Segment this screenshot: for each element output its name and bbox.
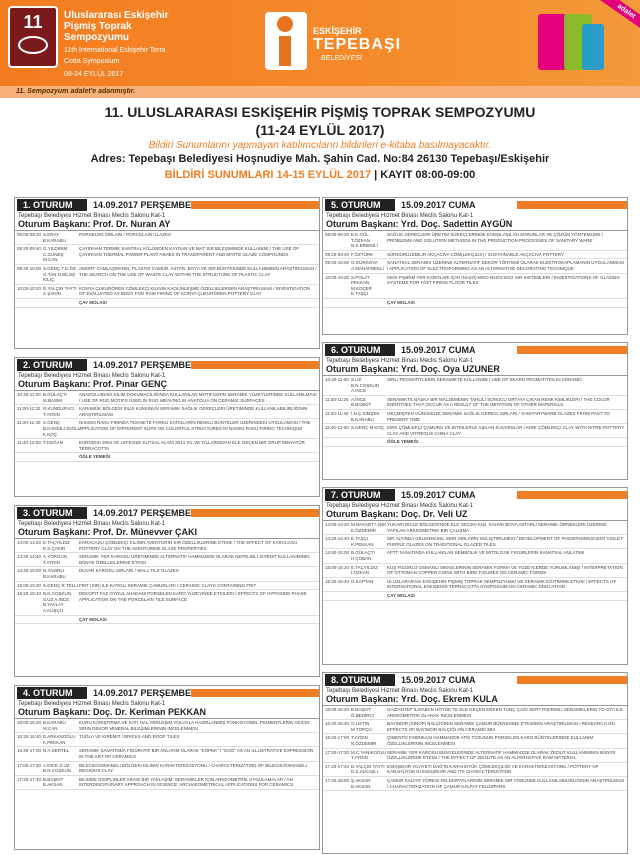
paper-time: 11:40-12:00 xyxy=(325,425,349,431)
paper-row xyxy=(15,719,319,733)
paper-title: GAZIANTEP İLISABAN HÖYÜK TE ELE GEÇEN ERKEN TUNÇ ÇAĞI SERT PIŞIRIMLI SERAMIKLERIN TG-DTA ILE ARKEOMETRIK OLARAK INCELENMESI xyxy=(387,707,623,718)
paper-time: 09:00-09:20 xyxy=(17,232,42,237)
session-accent-bar xyxy=(191,201,319,209)
session-venue: Tepebaşı Belediyesi Hizmet Binası Meclis Salonu Kat-1 xyxy=(18,701,166,707)
paper-time: 09:40-10:00 xyxy=(325,260,350,266)
paper-row xyxy=(323,376,627,396)
session-chair: Oturum Başkanı: Prof. Pınar GENÇ xyxy=(15,379,319,391)
symposium-logo xyxy=(8,6,58,68)
paper-time: 14:40-15:00 xyxy=(17,568,42,574)
session-venue: Tepebaşı Belediyesi Hizmet Binası Meclis Salonu Kat-1 xyxy=(326,503,474,509)
session-accent-bar xyxy=(517,676,627,684)
belediye-name: TEPEBAŞI xyxy=(313,36,402,53)
paper-time: 16:00-16:20 xyxy=(17,720,42,725)
belediye-label: BELEDİYESİ xyxy=(321,55,362,62)
session-block xyxy=(14,357,320,497)
paper-row xyxy=(15,439,319,453)
paper-title: ÇAY MOLASI xyxy=(79,299,107,305)
paper-title: SAĞLIK GEREÇLERI ÜRETIM SÜREÇLERINDE KARŞILAŞILAN SORUNLAR VE ÇÖZÜM YÖNTEMLERI / PROBLEMS AND SOLUTION METHODS IN THE PRODUCTION PROCESSES OF SANITARY WARE xyxy=(387,232,603,243)
session-date: 14.09.2017 PERŞEMBE xyxy=(93,360,192,370)
paper-authors: B.BAŞKIT Ö.BEDİRCİ xyxy=(351,707,375,718)
paper-time: 15:20-15:40 xyxy=(17,591,42,597)
paper-authors: S.ERAY B.KARABU xyxy=(43,232,66,243)
paper-time: 15:00-15:20 xyxy=(325,564,350,570)
session-chair: Oturum Başkanı: Prof. Dr. Münevver ÇAKI xyxy=(15,527,319,539)
paper-authors: S.GENÇ M.KOÇ xyxy=(351,425,385,431)
event-name: Uluslararası Eskişehir Pişmiş Toprak Sempozyumu xyxy=(64,10,169,43)
paper-time: 09:20-09:40 xyxy=(17,246,42,252)
paper-row xyxy=(323,777,627,791)
paper-time: 09:00-09:20 xyxy=(325,232,350,237)
paper-title: EURODISI 2004 VE LEFKOŞE KUTSAL ALANI 2014 YIL VE YILLARINDAN ELE GEÇEN BIR GRUP MINYATÜR TERRACOTTA xyxy=(79,440,305,451)
paper-row xyxy=(15,582,319,591)
logo-badge: 11 xyxy=(23,12,43,32)
paper-time xyxy=(17,617,43,623)
paper-row xyxy=(323,734,627,748)
session-date: 14.09.2017 PERŞEMBE xyxy=(93,688,192,698)
paper-time: 11:40-12:00 xyxy=(17,440,41,446)
main-title-dates: (11-24 EYLÜL 2017) xyxy=(255,122,385,138)
paper-authors: S.GENÇ R.TELLİ xyxy=(43,582,79,588)
session-block xyxy=(14,505,320,677)
paper-time: 17:20-17:40 xyxy=(325,763,350,769)
tepebasi-belediyesi-logo xyxy=(265,12,402,72)
paper-authors: B.GÜLAÇTI M.BASIM xyxy=(43,392,67,403)
paper-time: 14:20-14:40 xyxy=(325,536,350,542)
paper-title: DEKOPIT FAZ OYGUL AHADANI PORSELEN KARO YÜZEYINDE ETKILERI / EFFECTS OF HYPOSIDE PHASE APPLICATION ON THE PORCELAIN TILE SURFACE xyxy=(79,591,307,602)
paper-authors: O.KAPTAN xyxy=(351,578,374,584)
paper-authors: E.TAÇYILDIZ İ.ÖZKAN xyxy=(351,564,378,576)
session-date: 14.09.2017 PERŞEMBE xyxy=(93,200,192,210)
paper-authors xyxy=(351,593,387,599)
paper-authors: S.GENÇ B.KANDİLCİOĞLU K.KOÇ xyxy=(43,420,81,437)
paper-time xyxy=(325,593,351,599)
paper-title: SERAMIK SANATINDA FIGÜRATIF BIR ANLATIM OLARAK "KÖPEK" / "DOG" AS AN ILLUSTRATIVE EXPRESSION IN THE ART OF CERAMICS xyxy=(79,748,314,759)
session-badge: 3. OTURUM xyxy=(17,507,87,519)
paper-title: KARAMÜK BÖLGESI SILIS KUMUNUN SERAMIK SAĞLIK GEREÇLERI ÜRETIMINDE KULLANILABILIRLIĞININ ARAŞTIRILMASI xyxy=(79,406,308,417)
paper-row xyxy=(15,405,319,419)
session-venue: Tepebaşı Belediyesi Hizmet Binası Meclis Salonu Kat-1 xyxy=(326,688,474,694)
session-header xyxy=(323,673,627,687)
paper-title: SERAMIK YER KAROSU BÜNYELERINDE ALTERNATIF HAMMADDE OLARAK ZEOLIT KULLANIMININ BÜNYE ÖZELLIKLERINE ETKISI / THE EFFECT OF ZEOLITE AS AN ALTERNATIVE RAW MATERIAL xyxy=(387,749,616,761)
paper-authors: İ.N.Ç.SİMŞEK B.KARABU xyxy=(351,410,380,422)
session-date: 15.09.2017 CUMA xyxy=(401,345,476,355)
paper-row xyxy=(15,553,319,567)
paper-row xyxy=(323,274,627,299)
session-venue: Tepebaşı Belediyesi Hizmet Binası Meclis Salonu Kat-1 xyxy=(326,213,474,219)
paper-authors xyxy=(43,300,79,306)
session-block xyxy=(322,672,628,854)
paper-row xyxy=(323,410,627,424)
paper-title: YUKARI DICLE BÖLGESI'NDE ELE GEÇEN KIŞI, KAHVE BOYA ASTARLI SERAMIK ÖRNEKLERI ÜZERINE YAPILAN ARKEOMETRIK BIR ÇALIŞMA xyxy=(387,522,607,533)
paper-authors: O.GÜRSOVA A.MANAFBEKLİ xyxy=(351,260,384,271)
event-dates: 09-24 EYLÜL 2017 xyxy=(64,71,124,78)
paper-time: 10:40-11:00 xyxy=(17,392,41,397)
paper-title: KONYA ÇUKURÖREN CÖMLEKÇI KILININ KAOLINLEŞME ÖZELLIKLERININ ARAŞTIRILMASI / INVESTIGATION OF EVALUATED AS BODY FOR RAW FIRING OF KONYA ÇUKURÖREN POTTERY CLAY xyxy=(79,285,311,297)
session-badge: 8. OTURUM xyxy=(325,674,395,686)
paper-authors: T.AYDIN N.ÖZDEMİR xyxy=(351,735,377,746)
session-chair: Oturum Başkanı: Doç. Dr. Veli UZ xyxy=(323,509,627,521)
eleven-graphic-icon xyxy=(538,14,608,74)
session-chair: Oturum Başkanı: Yrd. Doç. Oya UZUNER xyxy=(323,364,627,376)
paper-title: SÜRDÜRÜLEBILIR AKÇACIVA CÖM(LEKÇILIK) / SUSTAINABLE AKÇACIVA POTTERY xyxy=(387,251,564,257)
paper-time: 14:00-14:20 xyxy=(325,522,350,527)
paper-time: 14:00-14:20 xyxy=(17,540,42,545)
paper-authors xyxy=(43,617,79,623)
paper-time: 10:40-11:00 xyxy=(325,377,349,382)
presentation-dates: BİLDİRİ SUNUMLARI 14-15 EYLÜL 2017 xyxy=(164,169,372,181)
paper-time xyxy=(17,454,43,460)
paper-time: 14:20-14:40 xyxy=(17,554,42,560)
paper-time: 17:00-17:20 xyxy=(325,749,350,755)
session-badge: 1. OTURUM xyxy=(17,199,87,211)
paper-time: 11:20-11:40 xyxy=(17,420,41,426)
paper-authors: E.ARKANOĞLU K.PEKKAN xyxy=(43,734,76,745)
paper-row xyxy=(323,706,627,720)
paper-title: ÖĞLE YEMEĞI xyxy=(387,439,419,445)
paper-time: 17:00-17:20 xyxy=(17,762,42,768)
paper-title: KIRK ÇÖMLEKÇI ÇAMURU VE BITKILERLE AŞILAN KUVARSLAR / KIRK ÇÖMLEKÇI CLAY WITH NITRE-POTTERY CLAY AND VITREOUS CHINA CLAY xyxy=(387,425,625,436)
paper-row xyxy=(323,549,627,563)
paper-title: PORSELEN SIRLARI / PORCELAIN GLAZES xyxy=(79,232,172,237)
paper-row xyxy=(323,535,627,549)
session-accent-bar xyxy=(191,689,319,697)
paper-title: SERAMIKTE BAŞKA BIR MALZEMENIN TAHLILI SONUCU ORTAYA ÇIKAN RENK KIMLIKLERI / THE COLOR IDENTITIES THAT OCCUR AS A RESULT OF THE IMITATION OF OTHER MATERIALS xyxy=(387,396,610,408)
session-block xyxy=(14,197,320,349)
paper-row xyxy=(323,578,627,592)
paper-title: AMORF CAMLAŞMANIN, PLASTIK CAMUR, ASTAR, BOYA VE SIR BÜNYESINDE KULLANIMININ ARAŞTIRILMASI / THE SEARCH ON THE USE OF WASTE CLAY WITHIN THE STRUCTURE OF PLASTIC CLAY xyxy=(79,265,317,277)
session-venue: Tepebaşı Belediyesi Hizmet Binası Meclis Salonu Kat-1 xyxy=(326,358,474,364)
session-date: 15.09.2017 CUMA xyxy=(401,490,476,500)
paper-title: KARACASU ÇÖMLEKÇI KILININ AVENTÜRIN SIR ÖZELLIKLERINE ETKISI / THE EFFECT OF KARACASU POTTERY CLAY ON THE AVENTURINE GLAZE PROPERTIES xyxy=(79,540,298,551)
paper-title: NAKEDI RAKU FIRINDA TEKNIKTE FARKLI KATKILARIN RENKLI BÜNYELER ÜZERINDEKI UYGULAMASI / THE APPLICATION OF DIFFERENT SLIPS ON COLORFUL STRUCTURES IN NAKED RAKU FIRING TECHNIQUE xyxy=(79,420,311,431)
paper-row xyxy=(15,733,319,747)
adalet-ribbon: adalet xyxy=(600,0,640,32)
session-badge: 7. OTURUM xyxy=(325,489,395,501)
session-block xyxy=(14,685,320,850)
paper-row xyxy=(15,747,319,761)
paper-row xyxy=(323,231,627,251)
logo-ring-icon xyxy=(18,36,48,54)
session-accent-bar xyxy=(517,491,627,499)
paper-authors: B.KARABU M.CAN xyxy=(43,720,66,731)
paper-title: AFTT SANATINDA KULLANILAN SEMBOLIK VE MITOLOJIK FIGÜRLERIN SANATSAL ANLATIMI xyxy=(387,550,584,556)
paper-row xyxy=(15,285,319,299)
session-badge: 2. OTURUM xyxy=(17,359,87,371)
paper-row xyxy=(323,720,627,734)
paper-title: FRIT (SIR) ILE KATKILI SERAMIK ÇAMURLARI / CERAMIC CLAYS CONTAINING FRIT xyxy=(79,582,257,588)
session-accent-bar xyxy=(517,201,627,209)
belediye-mark-icon xyxy=(265,12,307,70)
paper-row xyxy=(15,762,319,776)
paper-title: ÇAY MOLASI xyxy=(387,592,415,598)
ebook-notice: Bildiri Sunumlarını yapmayan katılımcıların bildirileri e-kitaba basılmayacaktır. xyxy=(148,140,492,151)
paper-authors: A.İNCE S.UZ B.N.COŞKUN xyxy=(43,762,72,774)
session-badge: 4. OTURUM xyxy=(17,687,87,699)
paper-time: 17:40-18:00 xyxy=(325,777,350,783)
paper-authors: D.YALÇIN TAYTI A.ŞAHİN xyxy=(43,285,77,297)
paper-row xyxy=(15,391,319,405)
paper-authors: E.TAÇYILDIZ E.S.ÇAKIR xyxy=(43,540,70,551)
paper-row xyxy=(15,539,319,553)
paper-time: 16:20-16:40 xyxy=(325,721,350,727)
paper-time: 09:20-09:40 xyxy=(325,251,350,257)
session-block xyxy=(322,487,628,665)
paper-title: ÇAYIRHAN TERMIK SANTRAL KÜLÜNDEN KAYDAN VE MAT SIR BILEŞIMINDE KULLANIMI / THE USE OF ÇAYIRHAN THERMAL POWER PLANT ASHES IN TRANSPARENT AND MATTE GLAZE COMPOUNDS xyxy=(79,246,300,257)
paper-time: 11:00-11:20 xyxy=(17,406,41,412)
session-accent-bar xyxy=(191,361,319,369)
address-line: Adres: Tepebaşı Belediyesi Hoşnudiye Mah. Şahin Cad. No:84 26130 Tepebaşı/Eskişehir xyxy=(90,153,550,165)
paper-authors: O.USTIN M.TOPÇU xyxy=(351,721,372,732)
paper-title: ÇIMENTO FABRIKASI HAMMADDE ATIK TOZUNUN PORSELEN KARO BÜNYELERINDE KULLANIM ÖZELLIKLERININ INCELENMESI xyxy=(387,735,594,746)
paper-authors xyxy=(43,454,79,460)
paper-authors: Ş.AKSAN B.AKSAN xyxy=(351,777,371,789)
header-banner xyxy=(0,0,640,86)
paper-row xyxy=(15,299,319,308)
paper-title: KURU KARIŞTIRMA VE KATI HAL YERLEŞIM YOLUYLA HAZIRLANMIŞ FONKSIYONEL PIGMENTLERIN AKICIN SIRIN DEKOR MINERAL BILEŞIMLERININ INCELENMESI xyxy=(79,720,310,731)
session-accent-bar xyxy=(517,346,627,354)
paper-time xyxy=(325,439,351,445)
session-chair: Oturum Başkanı: Yrd. Doç. Sadettin AYGÜN xyxy=(323,219,627,231)
paper-authors xyxy=(351,439,387,445)
paper-time xyxy=(325,300,351,306)
session-header xyxy=(323,198,627,212)
paper-time: 09:40-10:00 xyxy=(17,265,42,271)
paper-title: SIRLI PEGMATITLERIN SERAMIKTE KULLANIMI / USE OF SKARN PEGMATITES IN CERAMIC xyxy=(387,377,583,382)
session-date: 14.09.2017 PERŞEMBE xyxy=(93,508,192,518)
paper-time: 10:00-10:20 xyxy=(325,274,350,280)
session-header xyxy=(15,506,319,520)
session-header xyxy=(15,686,319,700)
paper-authors: T.DOĞAN xyxy=(43,440,64,446)
paper-title: TUĞLA VE KIREMIT / BRICKS AND ROOF TILES xyxy=(79,734,180,740)
session-header xyxy=(15,198,319,212)
session-header xyxy=(323,488,627,502)
session-venue: Tepebaşı Belediyesi Hizmet Binası Meclis Salonu Kat-1 xyxy=(18,521,166,527)
session-block xyxy=(322,342,628,480)
paper-time: 11:20-11:40 xyxy=(325,410,349,416)
belediye-city: ESKİŞEHİR xyxy=(313,26,362,36)
paper-title: SANATSAL SERAMIK ÜZERINE ALTERNATIF DEKOR YÖNTEMI OLARAK ELEKTROKAPLAMANIN UYGULANMASI / APPLICATION OF ELECTROFORMING AS AN ALTERNATIVE DECORATING TECHNIQUE xyxy=(387,260,625,271)
paper-row xyxy=(323,299,627,308)
paper-authors: D.YALÇIN TAYTI D.S.ALKAŞLI xyxy=(351,763,385,775)
paper-authors: S.GENÇ T.G.ÖZ G.TAN N.BİLGE KILIÇ xyxy=(43,265,76,283)
session-chair: Oturum Başkanı: Doç. Dr. Kerîman PEKKAN xyxy=(15,707,319,719)
paper-title: SIR ALTINDA GELENEKSEL MOR SIRLARIN GELIŞTIRILMESI / DEVELOPMENT OF PHOSPHORESCENT VIOLET-PURPLE GLAZES ON TRADITIONAL GLAZED TILES xyxy=(387,536,624,547)
paper-title: DUVAR KAROSU SIRLARI / WALL TILE GLAZES xyxy=(79,568,179,574)
paper-authors: G.YILDIRIM C.GÜNEŞ M.CAN xyxy=(43,246,68,263)
paper-title: ULUSLARARASI ESKIŞEHIR PIŞMIŞ TOPRAK SEMPOZYUMU VE SERAMIK EĞITIMINE ETKISI / EFFECTS OF INTERNATIONAL ESKIŞEHIR TERRACOTTA SYMPOSIUM ON CERAMIC EDUCATION xyxy=(387,578,617,590)
session-date: 15.09.2017 CUMA xyxy=(401,200,476,210)
paper-title: GEÇMIŞTEN GÜNÜMÜZE SERAMIK SAĞLIK GERECI SIRLARI / SANITARYWARE GLAZES FROM PAST TO PRESENT TIME xyxy=(387,410,610,422)
session-venue: Tepebaşı Belediyesi Hizmet Binası Meclis Salonu Kat-1 xyxy=(18,213,166,219)
paper-row xyxy=(323,438,627,447)
session-chair: Oturum Başkanı: Prof. Dr. Nuran AY xyxy=(15,219,319,231)
session-venue: Tepebaşı Belediyesi Hizmet Binası Meclis Salonu Kat-1 xyxy=(18,373,166,379)
paper-title: BAYINDIR (SINOP) BALÇIĞININ SERAMIK ÇAMUR BÜNYESINE ETKISININ ARAŞTIRILMASI / RESEARCH ON EFFECTS OF BAYINDIR BALÇIĞI ON CERAMIC MIX xyxy=(387,721,615,732)
paper-row xyxy=(15,231,319,245)
paper-authors: N.YAZIRLI B.KARABU xyxy=(43,568,66,579)
paper-authors: M.C.YANIKOĞLU T.AYDIN xyxy=(351,749,387,761)
paper-time: 15:20-15:40 xyxy=(325,578,350,584)
paper-time: 15:00-15:20 xyxy=(17,582,42,588)
session-header xyxy=(15,358,319,372)
paper-authors: B.N.COŞKUN S.UZ A.İNCE B.YAVLAY A.KUŞÇU xyxy=(43,591,72,613)
paper-row xyxy=(15,567,319,581)
paper-row xyxy=(323,396,627,410)
paper-authors: M.BAYAZIT İ.İŞIK E.ÖZDEMİR xyxy=(351,522,387,533)
paper-row xyxy=(323,763,627,777)
session-accent-bar xyxy=(191,509,319,517)
paper-authors: S.POLAT PEKKAN M.KOÇER E.TAŞÇI xyxy=(351,274,373,297)
paper-row xyxy=(15,590,319,615)
paper-authors: S.UZ B.N.COŞKUN A.İNCE xyxy=(351,377,380,394)
paper-time: 16:20-16:40 xyxy=(17,734,42,740)
registration-time: | KAYIT 08:00-09:00 xyxy=(374,169,476,181)
paper-title: ESKIŞEHIR VILAYETI DAĞ'IN KARAHÜYÜK ÇÖMLEKÇILIĞI VE KARAKTERIZASYONU / POTTERY OF KARAHÜYÜK IN ESKIŞEHIR AND ITS CHARACTERIZATION xyxy=(387,763,599,775)
paper-title: ÇAY MOLASI xyxy=(79,616,107,622)
session-badge: 5. OTURUM xyxy=(325,199,395,211)
paper-title: BILIMDE DISIPLINLER ARASI BIR YAKLAŞIM: SERAMIKLER IÇIN ARKEOMETRIK UYGULAMALAR / AN INTERDISCIPLINARY APPROACH IN SCIENCE: ARCHAEOMETRICAL APPLICATIONS FOR CERAMICS xyxy=(79,776,294,788)
session-header xyxy=(323,343,627,357)
paper-title: ÇAMUR KALFAT YÖRESI FELDISPATLARININ SERAMIK SIR YÖNÜNDE KULLANILABILIRLIĞININ ARAŞTIRILMASI / CHARACTERIZATION OF ÇAMUR KALFAT FELDSPARS xyxy=(387,777,625,789)
dedication-strip: 11. Sempozyum adalet'e adanmıştır. xyxy=(0,86,640,98)
paper-authors: A.İNCE B.BAŞKIT xyxy=(351,396,372,408)
paper-row xyxy=(15,245,319,265)
session-chair: Oturum Başkanı: Yrd. Doç. Ekrem KULA xyxy=(323,694,627,706)
session-block xyxy=(322,197,628,335)
paper-authors: E.K.GÜL T.ÖZKAN N.K.BİREMLİ xyxy=(351,232,378,249)
paper-time: 17:20-17:40 xyxy=(17,776,42,782)
schedule-line xyxy=(0,169,640,181)
paper-title: ANADOLUIDAKI KILIM DOKUMACILIĞINDA KULLANILAN MOTIFLERIN SERAMIK YÜZEYLERINDE KULLANILMASI / USE OF RUG MOTIFS USED IN RUG WEAVING IN ANATOLIA ON CERAMIC SURFACES xyxy=(79,392,317,403)
event-title-block xyxy=(64,10,184,80)
paper-authors: F.ÖZTÜRK xyxy=(351,251,373,257)
paper-row xyxy=(323,749,627,763)
paper-row xyxy=(15,453,319,462)
paper-time: 16:00-16:20 xyxy=(325,707,350,712)
paper-row xyxy=(323,521,627,535)
paper-title: ÖĞLE YEMEĞI xyxy=(79,454,111,460)
paper-row xyxy=(323,424,627,438)
paper-row xyxy=(15,265,319,285)
session-date: 15.09.2017 CUMA xyxy=(401,675,476,685)
paper-time: 11:00-11:20 xyxy=(325,396,349,402)
paper-title: SERAMIK YER KAROSU ÜRETIMINDE ALTERNATIF HAMMADDE OLARAK NEFELINLI SIYENIT KULLANIMININ BÜNYE ÖZELLIKLERINE ETKISI xyxy=(79,554,310,565)
paper-row xyxy=(15,419,319,439)
event-name-en: 11th International Eskişehir Terra Cotta Symposium xyxy=(64,47,166,65)
paper-authors: E.TAŞÇI K.PEKKAN xyxy=(351,536,374,547)
paper-authors: R.KUNDURACI T.AYDIN xyxy=(43,406,75,417)
paper-row xyxy=(323,592,627,601)
paper-title: KESI PIŞIRIM YER KAROLARI IÇIN (NA2O)-MGO-B2O3-SIO2 SIR SISTEMLERI / INVESTIGATIONS OF GLAZING SYSTEMS FOR FAST FIRING FLOOR TILES xyxy=(387,274,620,286)
paper-authors: A.YORGUN T.AYDIN xyxy=(43,554,68,565)
paper-authors: B.BAŞKIT B.AKSAN xyxy=(43,776,64,788)
paper-row xyxy=(323,259,627,273)
paper-title: ÇAY MOLASI xyxy=(387,299,415,305)
paper-row xyxy=(323,251,627,260)
paper-row xyxy=(323,564,627,578)
paper-time: 16:40-17:00 xyxy=(325,735,350,741)
paper-time xyxy=(17,300,43,306)
paper-time: 10:00-10:20 xyxy=(17,285,42,291)
paper-authors: B.GÜLAÇTI H.ÇOBAN xyxy=(351,550,375,561)
paper-authors: N.A.SERTEL xyxy=(43,748,70,754)
paper-title: BILECIK/OSMANELI BÖLGESI KILININ KARAKTERIZASYONU / CHARACTERIZATION OF BILECIK/OSMANELI REGION'S CLAY xyxy=(79,762,307,774)
paper-time: 14:40-15:00 xyxy=(325,550,350,556)
paper-authors xyxy=(351,300,387,306)
main-title: 11. ULUSLARARASI ESKİŞEHİR PİŞMİŞ TOPRAK SEMPOZYUMU xyxy=(104,104,536,120)
paper-time: 16:40-17:00 xyxy=(17,748,42,754)
session-badge: 6. OTURUM xyxy=(325,344,395,356)
paper-title: KUŞ FIGÜRLÜ OSMANLI SIKKELERININ SERAMIK FORMA VE YÜZEYLERDE YORUMLANIŞI / INTERPRETATION OF OTTOMAN COPPER COINS WITH BIRD FIGURES ON CERAMIC FORMS xyxy=(387,564,623,576)
paper-row xyxy=(15,616,319,625)
paper-row xyxy=(15,776,319,790)
